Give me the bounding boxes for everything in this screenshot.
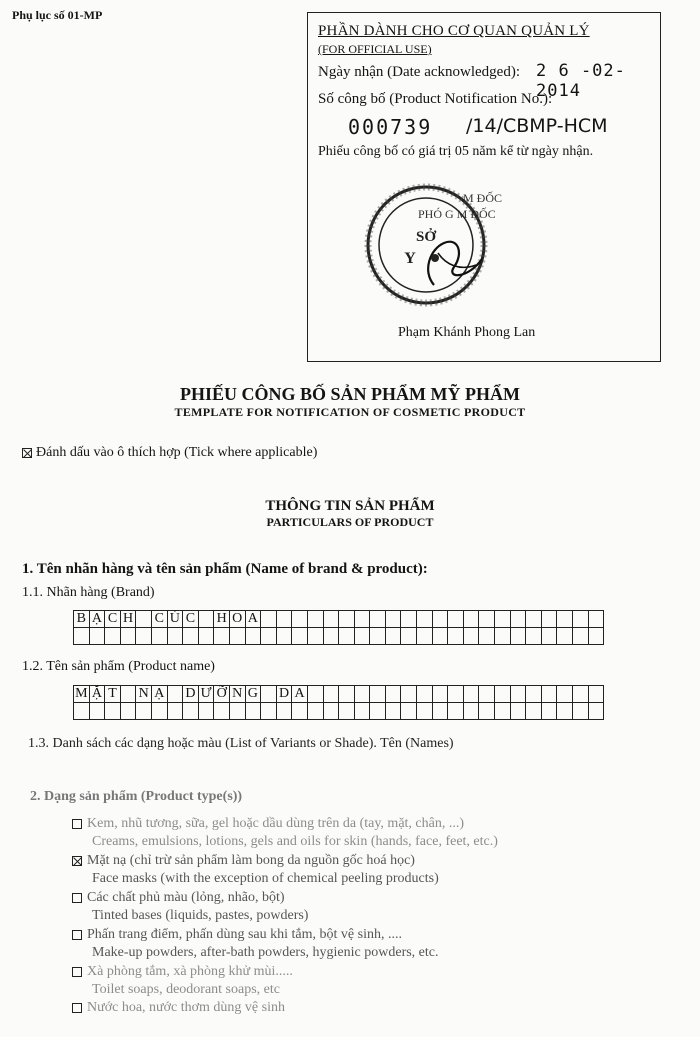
brand-empty-cell[interactable] — [167, 628, 183, 645]
name-char-cell[interactable] — [417, 686, 433, 703]
name-empty-cell[interactable] — [401, 703, 417, 720]
name-char-cell[interactable]: T — [105, 686, 121, 703]
checked-box-icon[interactable] — [72, 856, 82, 866]
product-type-label-vi: Kem, nhũ tương, sữa, gel hoặc dầu dùng trên da (tay, mặt, chân, ...) — [87, 816, 465, 831]
name-empty-cell[interactable] — [120, 703, 136, 720]
brand-char-cell[interactable] — [448, 611, 464, 628]
notification-number-label: Số công bố (Product Notification No.): — [318, 91, 553, 107]
name-char-cell[interactable] — [370, 686, 386, 703]
brand-empty-cell[interactable] — [214, 628, 230, 645]
name-char-cell[interactable]: A — [292, 686, 308, 703]
brand-char-cell[interactable] — [432, 611, 448, 628]
brand-character-grid[interactable] — [73, 610, 604, 645]
brand-empty-cell[interactable] — [432, 628, 448, 645]
brand-empty-cell[interactable] — [89, 628, 105, 645]
name-empty-cell[interactable] — [245, 703, 261, 720]
brand-char-cell[interactable] — [354, 611, 370, 628]
product-type-item — [72, 999, 285, 1017]
brand-char-cell[interactable] — [276, 611, 292, 628]
product-type-label-vi: Phấn trang điểm, phấn dùng sau khi tắm, bột vệ sinh, .... — [87, 927, 402, 942]
brand-char-cell[interactable]: C — [105, 611, 121, 628]
name-empty-cell[interactable] — [385, 703, 401, 720]
name-char-cell[interactable]: D — [183, 686, 199, 703]
official-seal-stamp — [364, 183, 494, 313]
brand-empty-cell[interactable] — [417, 628, 433, 645]
name-char-cell[interactable] — [339, 686, 355, 703]
brand-empty-cell[interactable] — [401, 628, 417, 645]
product-type-label-en: Make-up powders, after-bath powders, hygienic powders, etc. — [92, 945, 439, 960]
brand-empty-cell[interactable] — [198, 628, 214, 645]
name-empty-cell[interactable] — [229, 703, 245, 720]
name-char-cell[interactable] — [120, 686, 136, 703]
name-char-cell[interactable]: N — [229, 686, 245, 703]
name-empty-cell[interactable] — [105, 703, 121, 720]
tick-instruction-text: Đánh dấu vào ô thích hợp (Tick where applicable) — [36, 445, 318, 460]
brand-char-cell[interactable] — [323, 611, 339, 628]
name-empty-cell[interactable] — [448, 703, 464, 720]
name-empty-cell[interactable] — [167, 703, 183, 720]
brand-empty-cell[interactable] — [573, 628, 589, 645]
brand-empty-cell[interactable] — [307, 628, 323, 645]
product-type-label-en: Face masks (with the exception of chemical peeling products) — [92, 871, 439, 886]
brand-empty-cell[interactable] — [588, 628, 604, 645]
brand-empty-cell[interactable] — [292, 628, 308, 645]
svg-text:SỞ: SỞ — [415, 229, 437, 245]
notification-number: 000739 — [348, 115, 433, 139]
brand-empty-cell[interactable] — [229, 628, 245, 645]
name-char-cell[interactable]: M — [75, 686, 88, 701]
official-use-box — [307, 12, 661, 362]
brand-char-cell[interactable] — [495, 611, 511, 628]
brand-empty-cell[interactable] — [323, 628, 339, 645]
name-char-cell[interactable] — [588, 686, 604, 703]
name-char-cell[interactable]: Ỡ — [214, 686, 230, 703]
name-char-cell[interactable] — [510, 686, 526, 703]
name-char-cell[interactable] — [323, 686, 339, 703]
name-empty-cell[interactable] — [495, 703, 511, 720]
name-empty-cell[interactable] — [463, 703, 479, 720]
brand-empty-cell[interactable] — [105, 628, 121, 645]
brand-char-cell[interactable]: A — [245, 611, 261, 628]
unchecked-box-icon[interactable] — [72, 819, 82, 829]
name-empty-cell[interactable] — [151, 703, 167, 720]
name-char-cell[interactable]: D — [276, 686, 292, 703]
name-char-cell[interactable] — [479, 686, 495, 703]
product-type-item — [72, 963, 293, 999]
name-char-cell[interactable]: Ặ — [89, 686, 105, 703]
product-type-label-vi: Các chất phủ màu (lỏng, nhão, bột) — [87, 890, 285, 905]
brand-empty-cell[interactable] — [370, 628, 386, 645]
name-empty-cell[interactable] — [557, 703, 573, 720]
name-empty-cell[interactable] — [432, 703, 448, 720]
product-name-label: 1.2. Tên sản phẩm (Product name) — [22, 659, 215, 674]
name-char-cell[interactable] — [526, 686, 542, 703]
section-title-en: PARTICULARS OF PRODUCT — [266, 515, 434, 529]
brand-char-cell[interactable]: H — [214, 611, 230, 628]
brand-empty-cell[interactable] — [526, 628, 542, 645]
product-type-item — [72, 852, 439, 888]
name-empty-cell[interactable] — [198, 703, 214, 720]
name-char-cell[interactable] — [463, 686, 479, 703]
brand-char-cell[interactable] — [307, 611, 323, 628]
checked-box-icon — [22, 448, 32, 458]
name-empty-cell[interactable] — [588, 703, 604, 720]
name-char-cell[interactable]: Ạ — [151, 686, 167, 703]
brand-empty-cell[interactable] — [510, 628, 526, 645]
brand-empty-cell[interactable] — [276, 628, 292, 645]
notification-suffix: /14/CBMP-HCM — [466, 115, 608, 137]
name-char-cell[interactable] — [385, 686, 401, 703]
signer-role-line-1: M ĐỐC — [463, 191, 503, 205]
unchecked-box-icon[interactable] — [72, 1003, 82, 1013]
brand-char-cell[interactable] — [370, 611, 386, 628]
signer-role-line-2: PHÓ G M ĐỐC — [418, 207, 496, 221]
product-type-label-vi: Mặt nạ (chỉ trừ sản phẩm làm bong da nguồn gốc hoá học) — [87, 853, 415, 868]
brand-char-cell[interactable] — [541, 611, 557, 628]
product-type-label-en: Creams, emulsions, lotions, gels and oils for skin (hands, face, feet, etc.) — [92, 834, 498, 849]
variants-label: 1.3. Danh sách các dạng hoặc màu (List of Variants or Shade). Tên (Names) — [28, 736, 454, 751]
name-empty-cell[interactable] — [526, 703, 542, 720]
brand-char-cell[interactable] — [526, 611, 542, 628]
brand-char-cell[interactable] — [479, 611, 495, 628]
unchecked-box-icon[interactable] — [72, 967, 82, 977]
brand-char-cell[interactable]: B — [74, 611, 90, 628]
brand-empty-cell[interactable] — [245, 628, 261, 645]
name-empty-cell[interactable] — [370, 703, 386, 720]
name-empty-cell[interactable] — [292, 703, 308, 720]
name-empty-cell[interactable] — [417, 703, 433, 720]
brand-empty-cell[interactable] — [463, 628, 479, 645]
name-char-cell[interactable] — [557, 686, 573, 703]
name-empty-cell[interactable] — [136, 703, 152, 720]
brand-char-cell[interactable] — [401, 611, 417, 628]
name-char-cell[interactable]: N — [136, 686, 152, 703]
product-type-label-vi: Nước hoa, nước thơm dùng vệ sinh — [87, 1000, 285, 1015]
brand-char-cell[interactable] — [292, 611, 308, 628]
brand-char-cell[interactable] — [136, 611, 152, 628]
brand-empty-cell[interactable] — [261, 628, 277, 645]
name-char-cell[interactable] — [448, 686, 464, 703]
brand-char-cell[interactable] — [588, 611, 604, 628]
official-subtitle: (FOR OFFICIAL USE) — [318, 42, 432, 56]
brand-char-cell[interactable] — [385, 611, 401, 628]
brand-empty-cell[interactable] — [339, 628, 355, 645]
product-type-item — [72, 926, 439, 962]
brand-empty-cell[interactable] — [385, 628, 401, 645]
name-empty-cell[interactable] — [573, 703, 589, 720]
form-title-en: TEMPLATE FOR NOTIFICATION OF COSMETIC PRODUCT — [174, 405, 526, 419]
brand-char-cell[interactable] — [573, 611, 589, 628]
name-char-cell[interactable] — [541, 686, 557, 703]
name-char-cell[interactable] — [354, 686, 370, 703]
form-title-vi: PHIẾU CÔNG BỐ SẢN PHẨM MỸ PHẨM — [180, 384, 520, 404]
unchecked-box-icon[interactable] — [72, 930, 82, 940]
brand-empty-cell[interactable] — [541, 628, 557, 645]
brand-grid-row — [74, 628, 604, 645]
name-empty-cell[interactable] — [307, 703, 323, 720]
unchecked-box-icon[interactable] — [72, 893, 82, 903]
name-char-cell[interactable] — [261, 686, 277, 703]
svg-text:Y: Y — [404, 250, 416, 267]
brand-label: 1.1. Nhãn hàng (Brand) — [22, 585, 155, 600]
date-acknowledged-value: 2 6 -02- 2014 — [536, 61, 626, 101]
name-char-cell[interactable] — [401, 686, 417, 703]
name-char-cell[interactable]: Ư — [198, 686, 214, 703]
brand-char-cell[interactable] — [510, 611, 526, 628]
name-char-cell[interactable] — [432, 686, 448, 703]
product-grid-row — [74, 686, 604, 703]
brand-char-cell[interactable]: Ú — [167, 611, 183, 628]
name-empty-cell[interactable] — [89, 703, 105, 720]
brand-empty-cell[interactable] — [448, 628, 464, 645]
name-char-cell[interactable] — [307, 686, 323, 703]
name-char-cell[interactable] — [167, 686, 183, 703]
brand-char-cell[interactable]: C — [183, 611, 199, 628]
product-type-item — [72, 815, 498, 851]
name-empty-cell[interactable] — [541, 703, 557, 720]
brand-char-cell[interactable] — [417, 611, 433, 628]
name-empty-cell[interactable] — [323, 703, 339, 720]
name-empty-cell[interactable] — [510, 703, 526, 720]
brand-empty-cell[interactable] — [354, 628, 370, 645]
annex-label: Phụ lục số 01-MP — [12, 8, 103, 22]
brand-empty-cell[interactable] — [136, 628, 152, 645]
name-char-cell[interactable] — [573, 686, 589, 703]
brand-empty-cell[interactable] — [479, 628, 495, 645]
brand-empty-cell[interactable] — [151, 628, 167, 645]
name-empty-cell[interactable] — [74, 703, 90, 720]
section-2-heading: 2. Dạng sản phẩm (Product type(s)) — [30, 789, 243, 804]
section-title-vi: THÔNG TIN SẢN PHẨM — [265, 498, 435, 514]
section-1-heading: 1. Tên nhãn hàng và tên sản phẩm (Name of brand & product): — [22, 561, 428, 577]
name-char-cell[interactable]: G — [245, 686, 261, 703]
product-grid-row — [74, 703, 604, 720]
brand-char-cell[interactable]: H — [120, 611, 136, 628]
signer-name: Phạm Khánh Phong Lan — [398, 325, 536, 340]
validity-note: Phiếu công bố có giá trị 05 năm kể từ ngày nhận. — [318, 144, 594, 159]
date-acknowledged-label: Ngày nhận (Date acknowledged): — [318, 64, 521, 80]
brand-empty-cell[interactable] — [495, 628, 511, 645]
product-name-character-grid[interactable] — [73, 685, 604, 720]
product-type-label-en: Toilet soaps, deodorant soaps, etc — [92, 982, 280, 997]
brand-char-cell[interactable] — [198, 611, 214, 628]
name-empty-cell[interactable] — [261, 703, 277, 720]
product-type-label-vi: Xà phòng tắm, xà phòng khử mùi..... — [87, 964, 293, 979]
brand-empty-cell[interactable] — [183, 628, 199, 645]
brand-char-cell[interactable]: Ạ — [89, 611, 105, 628]
brand-char-cell[interactable] — [339, 611, 355, 628]
tick-instruction — [22, 445, 317, 461]
name-empty-cell[interactable] — [214, 703, 230, 720]
brand-empty-cell[interactable] — [557, 628, 573, 645]
brand-char-cell[interactable] — [261, 611, 277, 628]
brand-char-cell[interactable]: O — [229, 611, 245, 628]
brand-empty-cell[interactable] — [74, 628, 90, 645]
product-type-item — [72, 889, 308, 925]
brand-empty-cell[interactable] — [120, 628, 136, 645]
brand-char-cell[interactable] — [463, 611, 479, 628]
brand-char-cell[interactable]: C — [151, 611, 167, 628]
name-empty-cell[interactable] — [276, 703, 292, 720]
brand-grid-row — [74, 611, 604, 628]
name-empty-cell[interactable] — [183, 703, 199, 720]
name-empty-cell[interactable] — [339, 703, 355, 720]
name-empty-cell[interactable] — [479, 703, 495, 720]
official-title: PHẦN DÀNH CHO CƠ QUAN QUẢN LÝ — [318, 23, 590, 39]
product-type-label-en: Tinted bases (liquids, pastes, powders) — [92, 908, 309, 923]
name-char-cell[interactable] — [495, 686, 511, 703]
brand-char-cell[interactable] — [557, 611, 573, 628]
name-empty-cell[interactable] — [354, 703, 370, 720]
